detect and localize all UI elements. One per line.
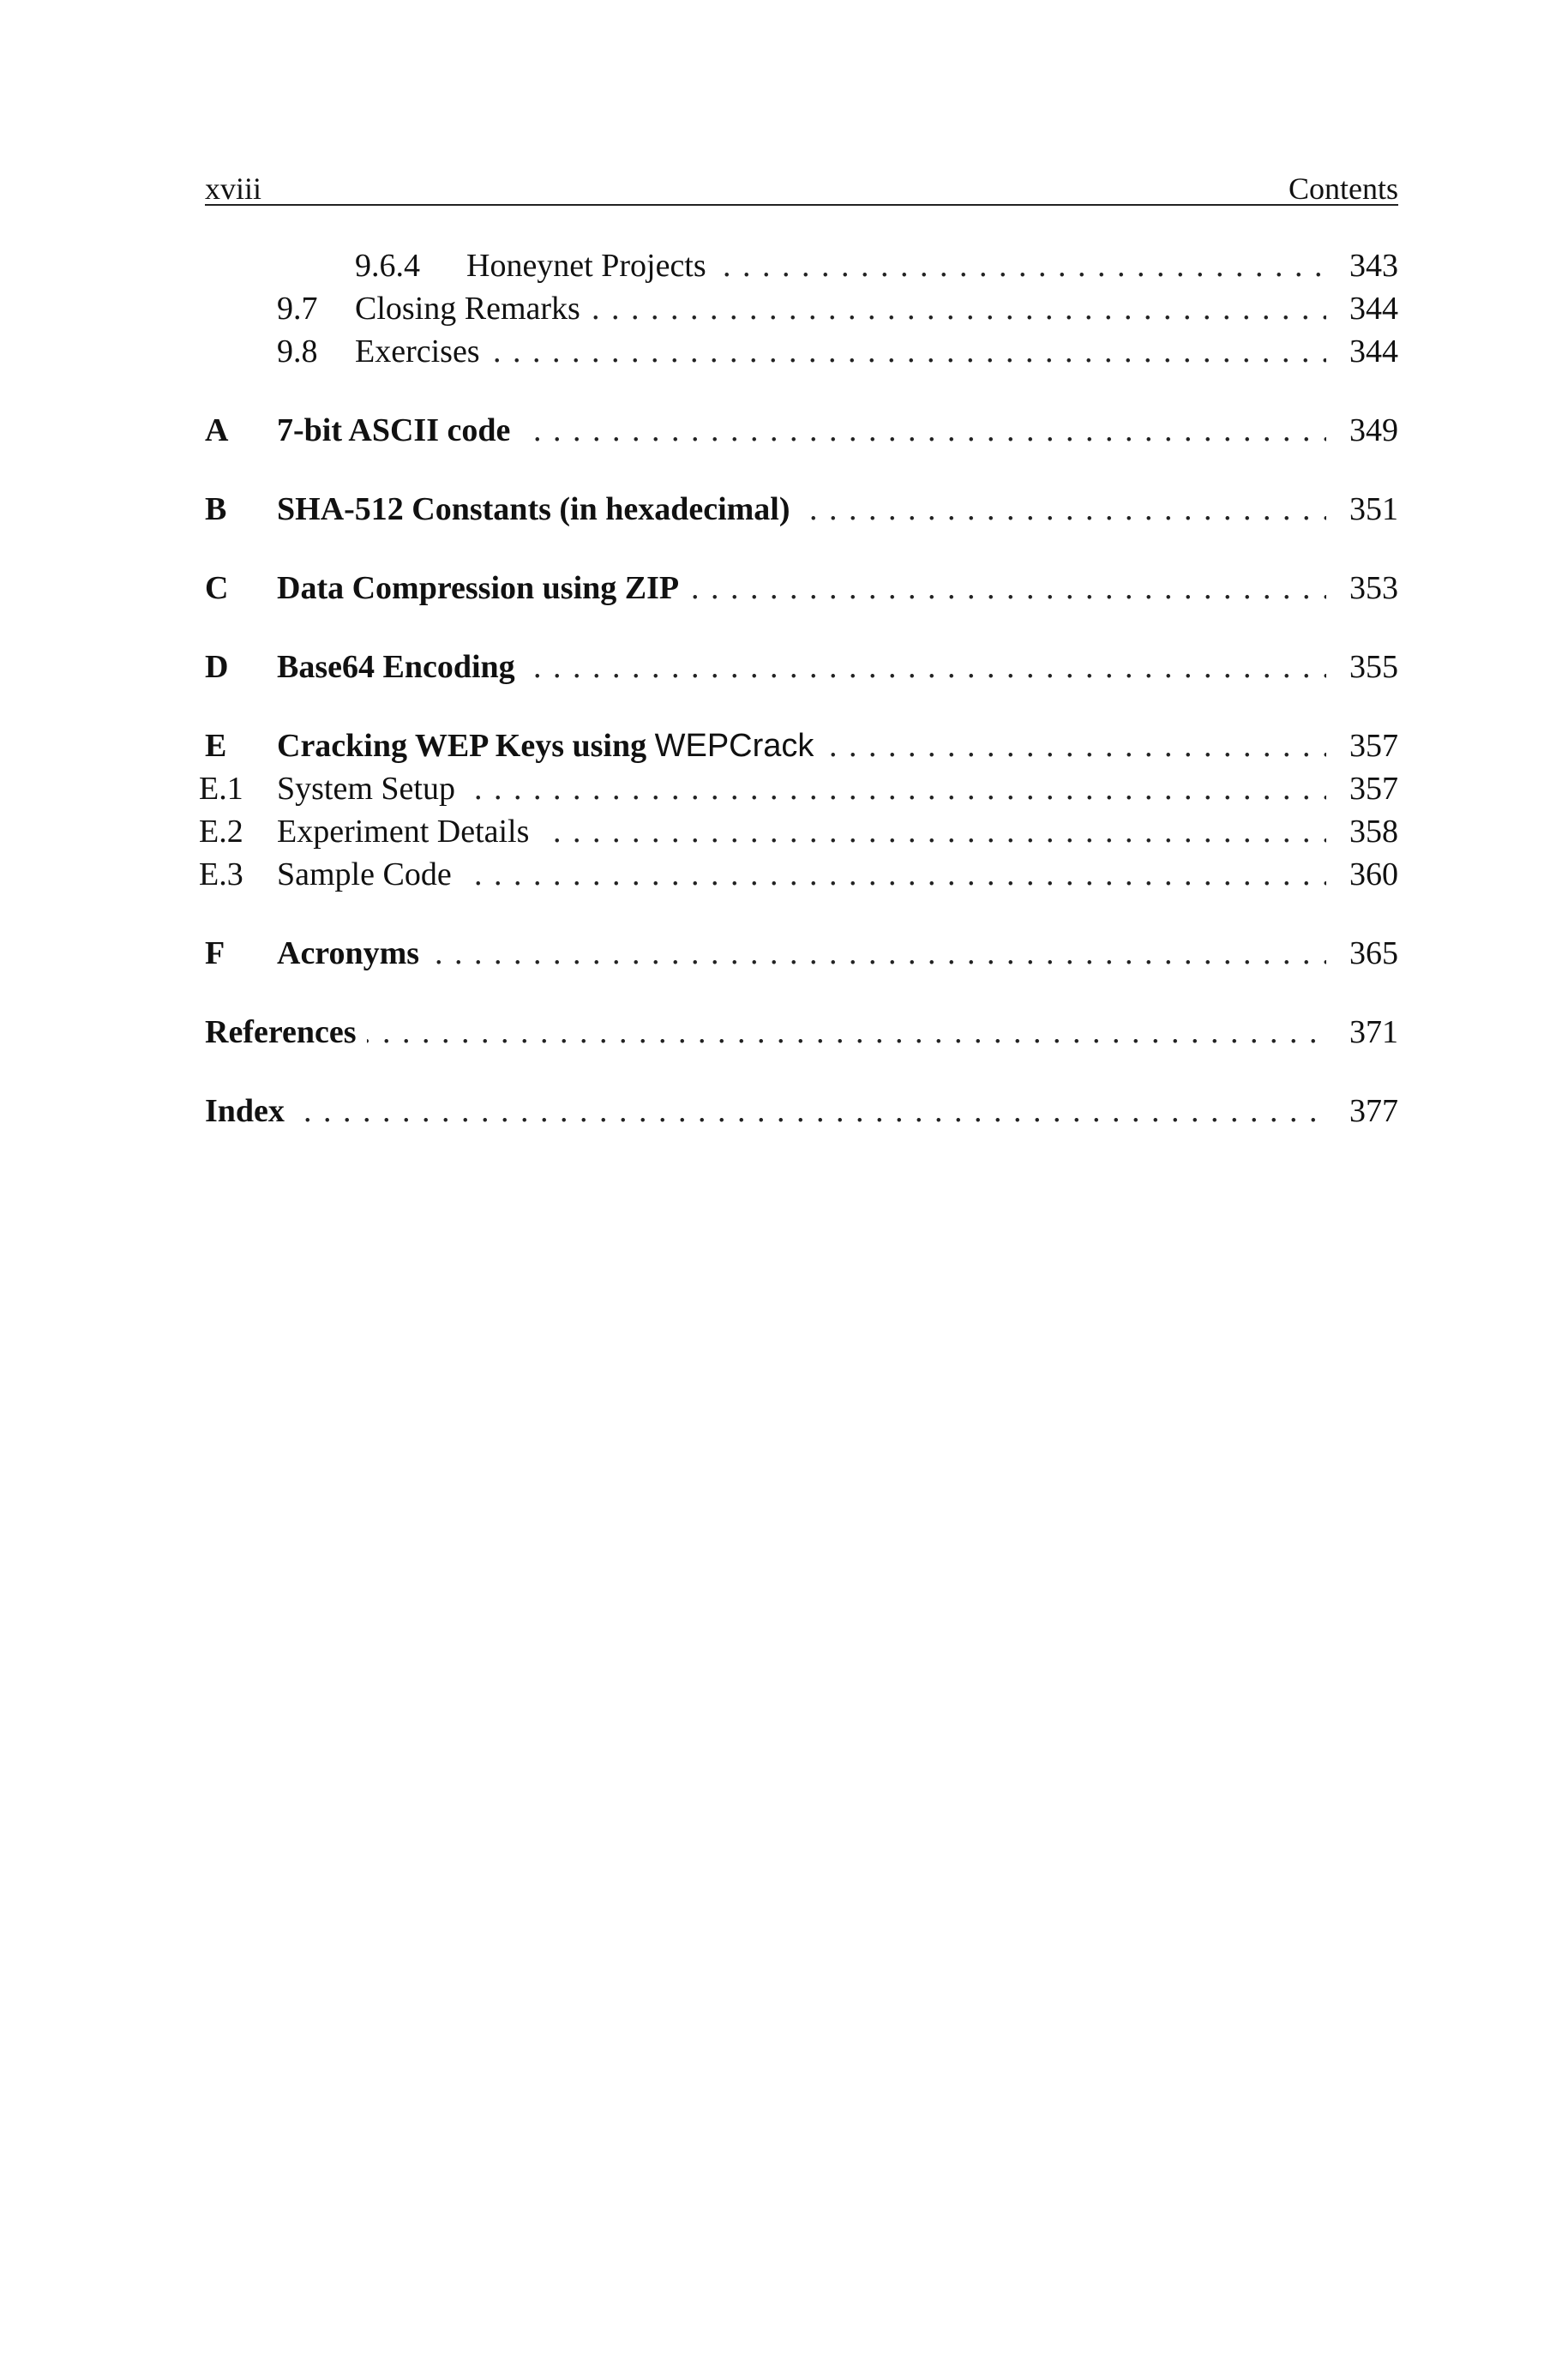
toc-entry-page: 360 [1344, 853, 1398, 896]
toc-entry-page: 344 [1344, 330, 1398, 373]
toc-appendix-c[interactable] [205, 567, 1398, 610]
toc-entry-page: 357 [1344, 767, 1398, 810]
toc-index[interactable] [205, 1090, 1398, 1132]
appendix-page: 357 [1344, 724, 1398, 767]
appendix-letter: D [205, 649, 229, 685]
appendix-title: Base64 Encoding [277, 649, 526, 685]
toc-entry-number: E.3 [199, 856, 243, 892]
toc-entry-title: Exercises [355, 333, 490, 369]
toc-appendix-f[interactable] [205, 932, 1398, 975]
toc-entry-9-8[interactable] [205, 330, 1398, 373]
toc-entry-9-7[interactable] [205, 287, 1398, 330]
toc-entry-title: Sample Code [277, 856, 462, 892]
toc-entry-number: 9.7 [277, 291, 318, 327]
toc-entry-e-2[interactable] [127, 810, 1398, 853]
toc-entry-title: System Setup [277, 771, 466, 807]
appendix-letter: B [205, 491, 227, 527]
toc-appendix-d[interactable] [205, 646, 1398, 688]
toc-entry-e-1[interactable] [127, 767, 1398, 810]
appendix-page: 349 [1344, 409, 1398, 452]
toc-entry-page: 343 [1344, 244, 1398, 287]
page-number-label: xviii [205, 171, 262, 206]
references-title: References [205, 1014, 367, 1050]
appendix-letter: F [205, 935, 225, 971]
toc-entry-page: 344 [1344, 287, 1398, 330]
appendix-letter: C [205, 570, 229, 606]
appendix-title: 7-bit ASCII code [277, 412, 520, 448]
appendix-title: Data Compression using ZIP [277, 570, 689, 606]
toc-entry-number: 9.6.4 [355, 248, 420, 284]
appendix-title: Cracking WEP Keys using [277, 728, 655, 764]
appendix-page: 351 [1344, 488, 1398, 531]
toc-appendix-b[interactable] [205, 488, 1398, 531]
toc-entry-number: 9.8 [277, 333, 318, 369]
toc-appendix-a[interactable] [205, 409, 1398, 452]
toc-references[interactable] [205, 1011, 1398, 1054]
toc-appendix-e[interactable] [205, 724, 1398, 767]
running-title: Contents [1288, 171, 1398, 206]
toc-entry-e-3[interactable] [127, 853, 1398, 896]
references-page: 371 [1344, 1011, 1398, 1054]
index-title: Index [205, 1093, 295, 1129]
table-of-contents [199, 244, 1398, 1132]
toc-entry-number: E.1 [199, 771, 243, 807]
toc-entry-page: 358 [1344, 810, 1398, 853]
appendix-letter: E [205, 728, 227, 764]
toc-entry-number: E.2 [199, 814, 243, 850]
running-header [205, 173, 1398, 206]
toc-entry-title: Closing Remarks [355, 291, 591, 327]
index-page: 377 [1344, 1090, 1398, 1132]
appendix-page: 355 [1344, 646, 1398, 688]
toc-entry-9-6-4[interactable] [205, 244, 1398, 287]
appendix-title-tool-name: WEPCrack [654, 728, 814, 764]
toc-entry-title: Honeynet Projects [466, 248, 717, 284]
appendix-letter: A [205, 412, 229, 448]
appendix-page: 365 [1344, 932, 1398, 975]
appendix-title: Acronyms [277, 935, 430, 971]
appendix-title: SHA-512 Constants (in hexadecimal) [277, 491, 801, 527]
appendix-page: 353 [1344, 567, 1398, 610]
toc-entry-title: Experiment Details [277, 814, 539, 850]
